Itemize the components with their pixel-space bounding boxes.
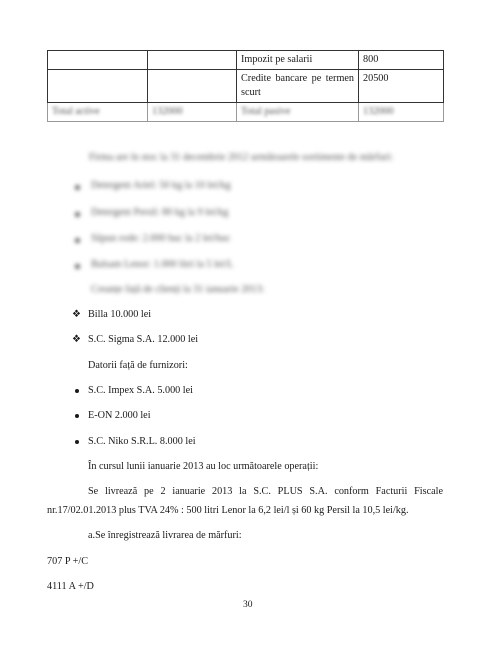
blurred-item: Balsam Lenor: 1.000 litri la 5 lei/L [91,259,234,270]
table-row [48,70,444,103]
blurred-item: Săpun rode: 2.000 buc la 2 lei/buc [91,233,231,244]
diamond-bullet-icon: ❖ [72,309,81,320]
table-cell: 132000 [148,103,237,122]
supplier-item: S.C. Niko S.R.L. 8.000 lei [88,436,196,447]
bullet [75,212,80,217]
accounting-entry: 707 P +/C [47,556,89,567]
bullet [75,440,79,444]
supplier-item: E-ON 2.000 lei [88,410,151,421]
bullet [75,414,79,418]
diamond-bullet-icon: ❖ [72,334,81,345]
table-cell [48,51,148,70]
operation-line: nr.17/02.01.2013 plus TVA 24% : 500 litri Lenor la 6,2 lei/l și 60 kg Persil la 10,5 lei/kg. [47,505,409,516]
table-cell: Impozit pe salarii [237,51,359,70]
table-cell: Total active [48,103,148,122]
table-cell: 800 [359,51,444,70]
accounting-entry: 4111 A +/D [47,581,94,592]
table-cell: 20500 [359,70,444,103]
blurred-creante-title: Creanțe față de clienți la 31 ianuarie 2013: [91,284,265,295]
bullet [75,185,80,190]
client-item: Billa 10.000 lei [88,309,152,320]
bullet [75,238,80,243]
table-cell: Credite bancare pe termen scurt [237,70,359,103]
supplier-item: S.C. Impex S.A. 5.000 lei [88,385,193,396]
table-row [48,51,444,70]
table-cell [48,70,148,103]
bullet [75,264,80,269]
step-a: a.Se înregistrează livrarea de mărfuri: [88,530,242,541]
table-cell [148,51,237,70]
balance-table [47,50,444,122]
table-cell: 132000 [359,103,444,122]
blurred-item: Detergent Ariel: 50 kg la 10 lei/kg [91,180,231,191]
blurred-intro: Firma are în stoc la 31 decembrie 2012 următoarele sortimente de mărfuri: [89,152,394,163]
datorii-title: Datorii față de furnizori: [88,360,188,371]
operation-line: Se livrează pe 2 ianuarie 2013 la S.C. PLUS S.A. conform Facturii Fiscale [88,486,443,497]
page-number: 30 [243,600,253,610]
table-cell: Total pasive [237,103,359,122]
bullet [75,389,79,393]
blurred-section [47,150,447,300]
table-cell [148,70,237,103]
blurred-item: Detergent Persil: 80 kg la 9 lei/kg [91,207,229,218]
operations-intro: În cursul lunii ianuarie 2013 au loc următoarele operații: [88,461,319,472]
client-item: S.C. Sigma S.A. 12.000 lei [88,334,199,345]
table-row [48,103,444,122]
